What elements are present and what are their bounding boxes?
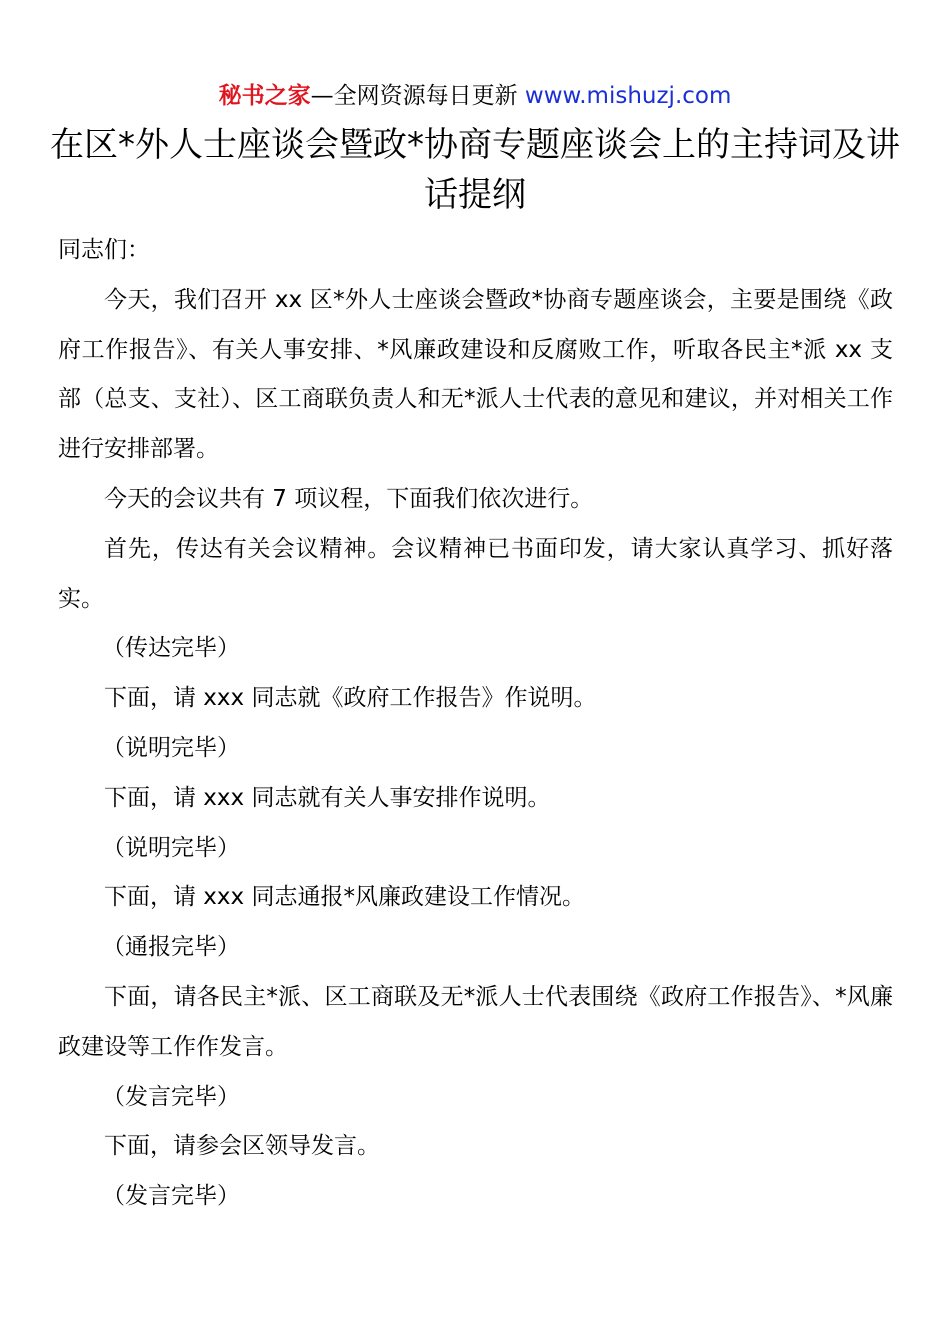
document-title: 在区*外人士座谈会暨政*协商专题座谈会上的主持词及讲话提纲 xyxy=(50,125,900,215)
note-explained-2: （说明完毕） xyxy=(102,834,240,861)
paragraph-agenda: 今天的会议共有 7 项议程，下面我们依次进行。 xyxy=(104,485,594,512)
paragraph-representatives-speech: 下面，请各民主*派、区工商联及无*派人士代表围绕《政府工作报告》、*风廉政建设等工作作发言。 xyxy=(58,983,893,1060)
note-speech-done: （发言完毕） xyxy=(102,1083,240,1110)
site-url-link[interactable]: www.mishuzj.com xyxy=(524,83,732,109)
brand-name: 秘书之家 xyxy=(218,83,311,109)
note-conveyed: （传达完毕） xyxy=(102,635,240,662)
paragraph-intro: 今天，我们召开 xx 区*外人士座谈会暨政*协商专题座谈会，主要是围绕《政府工作报告》、有关人事安排、*风廉政建设和反腐败工作，听取各民主*派 xx 支部（总支、支社）、区工商联负责人和无*派人士代表的意见和建议，并对相关工作进行安排部署。 xyxy=(58,286,893,463)
paragraph-leaders-speech: 下面，请参会区领导发言。 xyxy=(104,1133,380,1160)
paragraph-report-explanation: 下面，请 xxx 同志就《政府工作报告》作说明。 xyxy=(104,685,597,712)
paragraph-first-item: 首先，传达有关会议精神。会议精神已书面印发，请大家认真学习、抓好落实。 xyxy=(58,535,893,612)
paragraph-personnel-explanation: 下面，请 xxx 同志就有关人事安排作说明。 xyxy=(104,784,551,811)
header-slogan: —全网资源每日更新 xyxy=(310,83,525,109)
paragraph-integrity-briefing: 下面，请 xxx 同志通报*风廉政建设工作情况。 xyxy=(104,884,585,911)
site-header xyxy=(0,80,950,112)
note-explained: （说明完毕） xyxy=(102,734,240,761)
note-speech-done-2: （发言完毕） xyxy=(102,1183,240,1210)
note-briefed: （通报完毕） xyxy=(102,934,240,961)
salutation: 同志们： xyxy=(58,237,150,263)
document-body xyxy=(58,226,893,1222)
